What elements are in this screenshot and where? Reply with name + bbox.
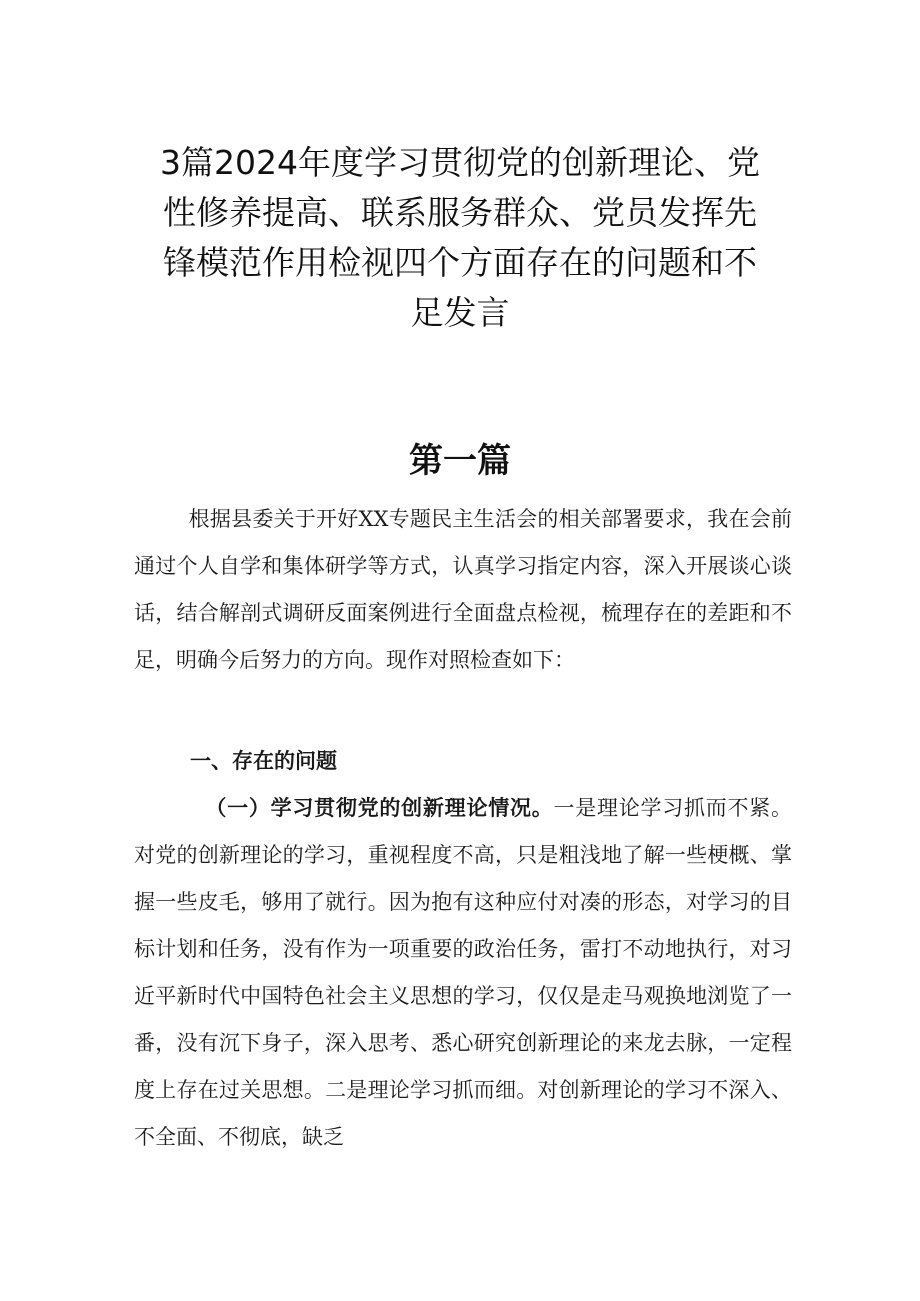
intro-paragraph: 根据县委关于开好XX专题民主生活会的相关部署要求，我在会前通过个人自学和集体研学等方式，认真学习指定内容，深入开展谈心谈话，结合解剖式调研反面案例进行全面盘点检视，梳理存在的差距和不足，明确今后努力的方向。现作对照检查如下： xyxy=(134,507,792,672)
issue-lead: （一）学习贯彻党的创新理论情况。 xyxy=(205,796,554,820)
part-heading: 一、存在的问题 xyxy=(190,749,337,773)
section-heading: 第一篇 xyxy=(409,441,511,481)
issue-paragraph xyxy=(134,785,792,1161)
document-title: 3篇2024年度学习贯彻党的创新理论、党性修养提高、联系服务群众、党员发挥先锋模范作用检视四个方面存在的问题和不足发言 xyxy=(160,143,760,332)
issue-text: 一是理论学习抓而不紧。对党的创新理论的学习，重视程度不高，只是粗浅地了解一些梗概、掌握一些皮毛，够用了就行。因为抱有这种应付对凑的形态，对学习的目标计划和任务，没有作为一项重要的政治任务，雷打不动地执行，对习近平新时代中国特色社会主义思想的学习，仅仅是走马观换地浏览了一番，没有沉下身子，深入思考、悉心研究创新理论的来龙去脉，一定程度上存在过关思想。二是理论学习抓而细。对创新理论的学习不深入、不全面、不彻底，缺乏 xyxy=(134,796,793,1149)
